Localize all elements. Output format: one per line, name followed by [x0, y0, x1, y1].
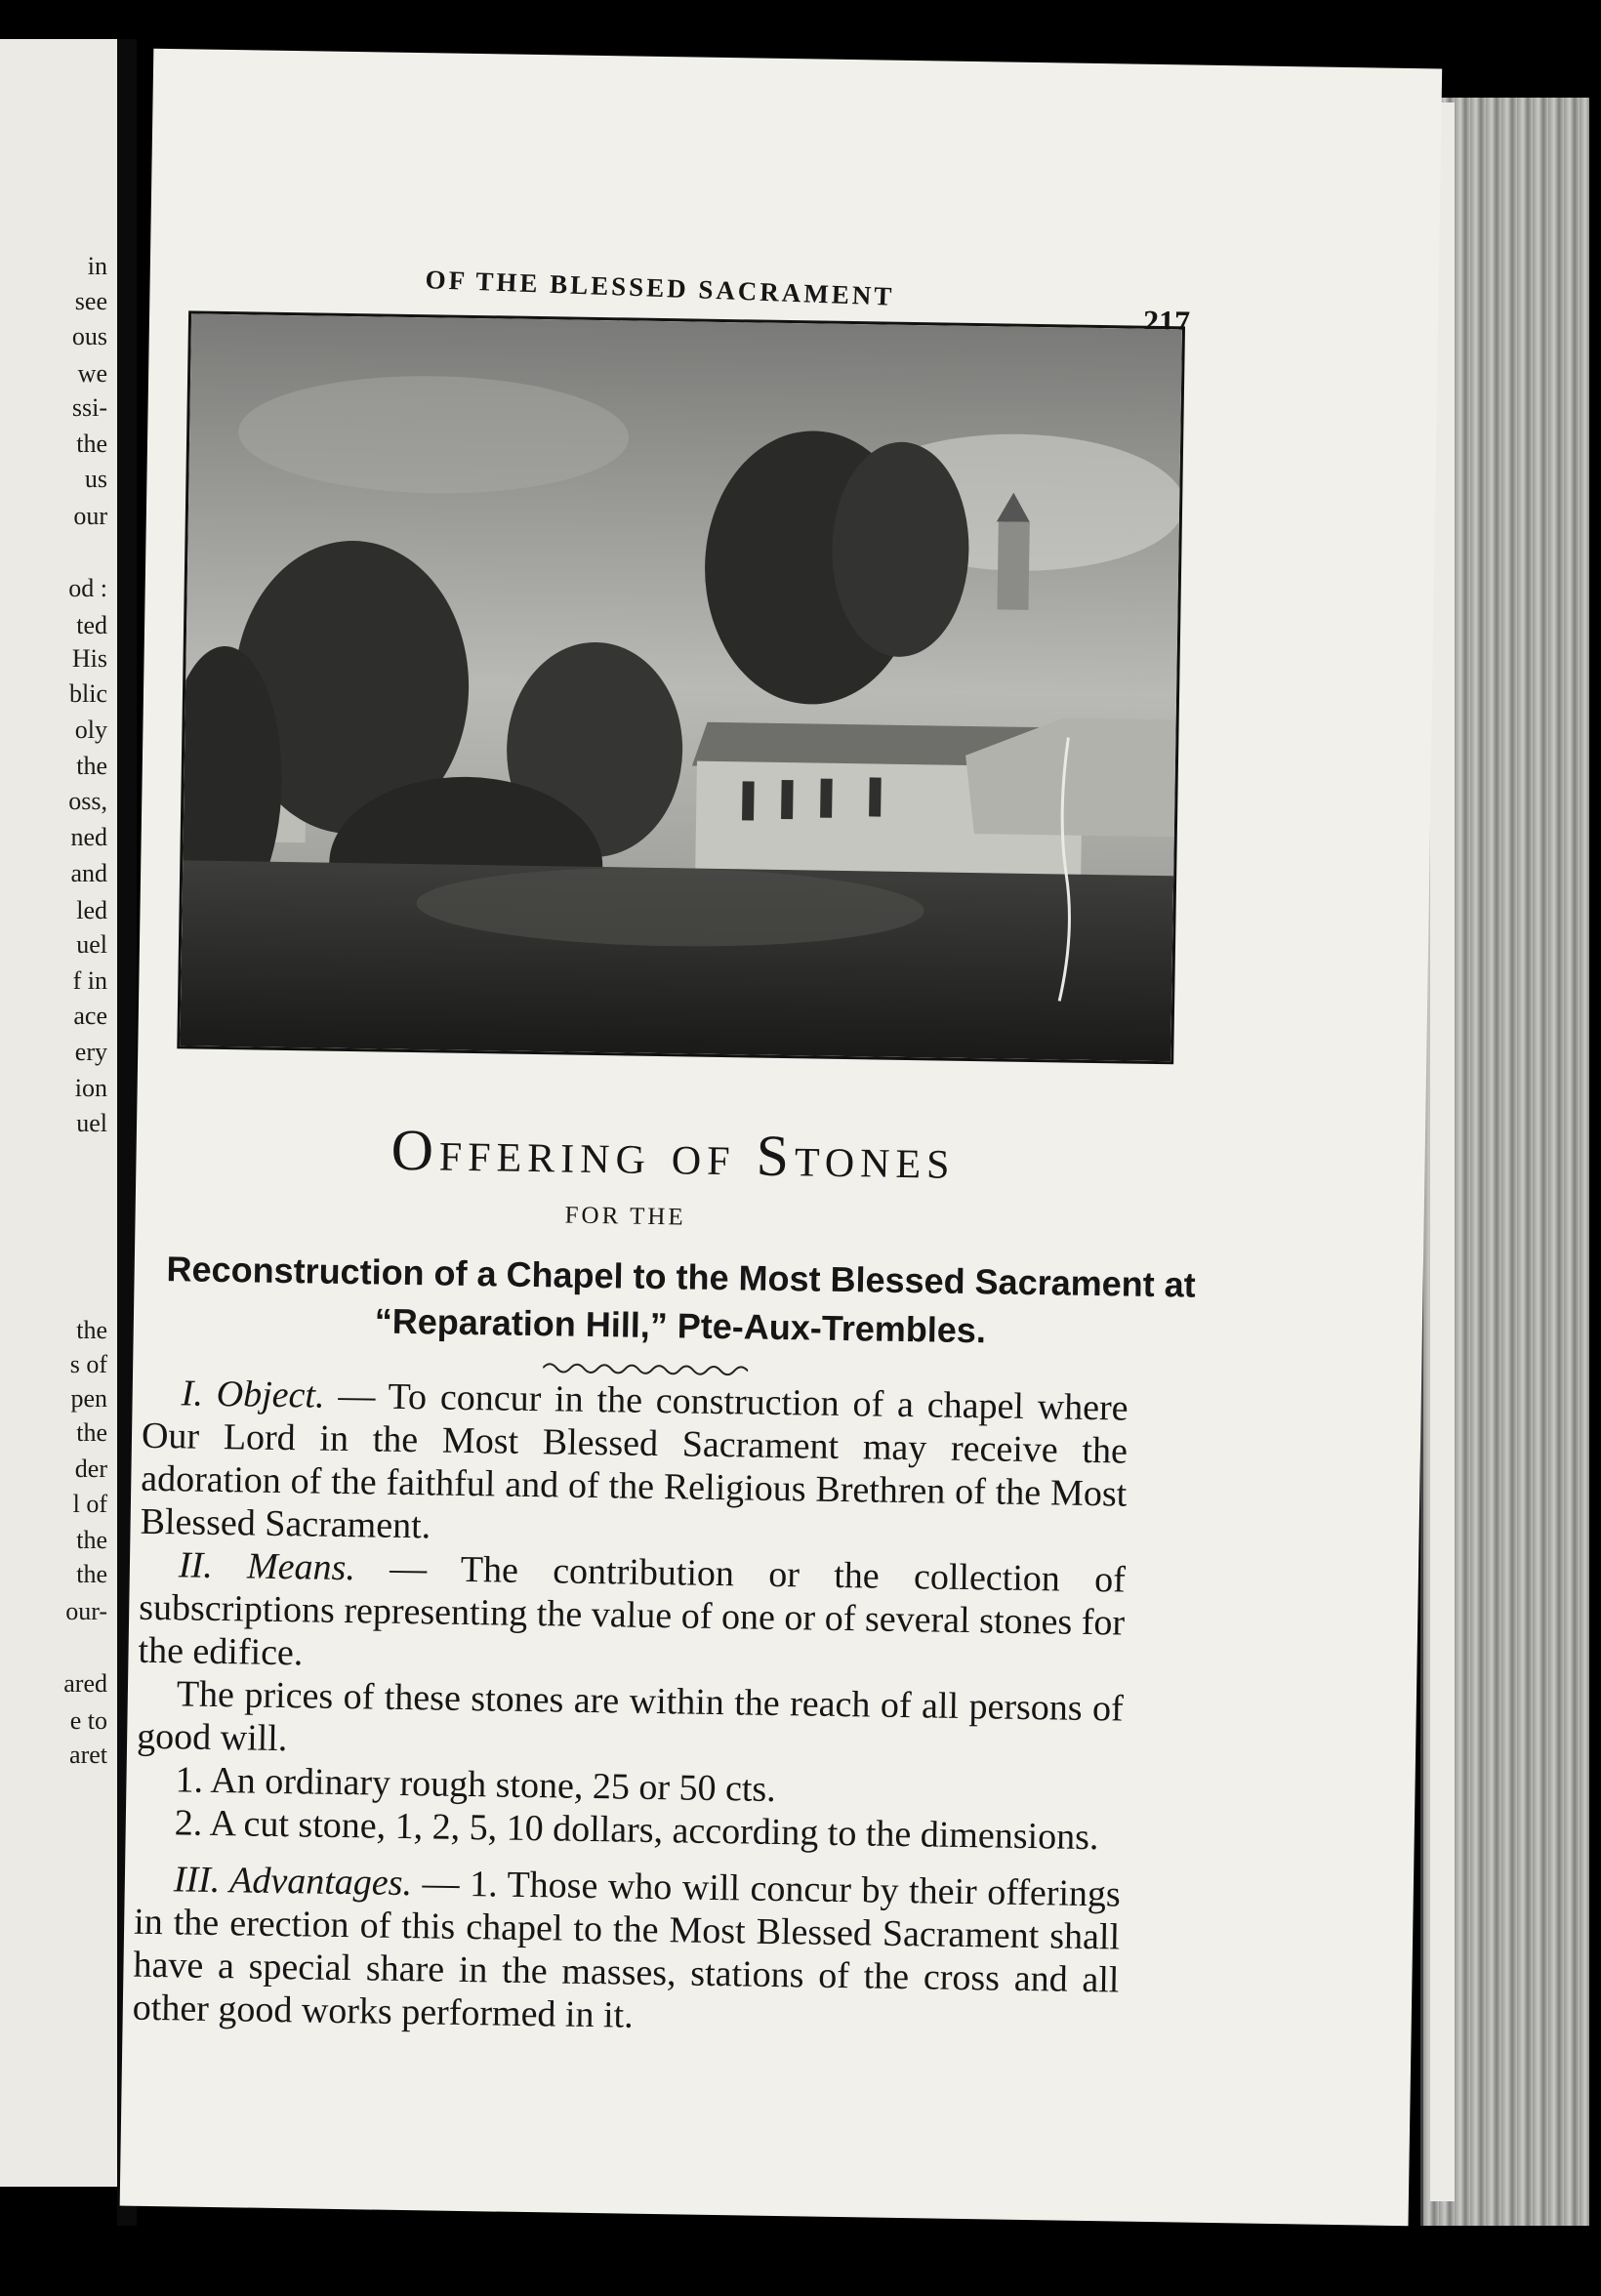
book-page — [120, 49, 1443, 2226]
section-means — [138, 1543, 1126, 1688]
left-page-fragment: e to — [69, 1706, 107, 1735]
left-page-fragment: ous — [71, 322, 107, 350]
page-number: 217 — [1142, 303, 1191, 340]
section-label: II. Means. — [178, 1544, 356, 1589]
left-page-fragment: the — [76, 1316, 107, 1344]
left-page-fragment: oly — [74, 716, 107, 744]
left-page-fragment: pen — [70, 1384, 107, 1413]
left-page-fragment: the — [76, 752, 107, 780]
price-item: 1. An ordinary rough stone, 25 or 50 cts. — [175, 1759, 777, 1810]
left-page-fragment: uel — [76, 930, 107, 959]
left-page-fragment: the — [76, 1526, 107, 1554]
left-facing-page — [0, 39, 119, 2187]
left-page-fragment: ted — [76, 611, 107, 639]
left-page-fragment: in — [87, 252, 107, 280]
for-the-line: FOR THE — [564, 1202, 686, 1231]
chapel-photo-image — [180, 313, 1182, 1061]
prices-intro: The prices of these stones are within the reach of all persons of good will. — [136, 1673, 1125, 1760]
left-page-fragment: and — [70, 859, 107, 887]
section-label: III. Advantages. — [173, 1859, 413, 1905]
running-head: OF THE BLESSED SACRAMENT — [425, 265, 895, 311]
left-page-fragment: ion — [74, 1074, 107, 1102]
left-page-fragment: the — [76, 430, 107, 458]
left-page-fragment: we — [77, 359, 107, 388]
left-page-fragment: His — [71, 644, 107, 673]
section-text: — 1. Those who will concur by their offerings in the erection of this chapel to the Most Blessed Sacrament shall have a special share in the masses, stations of the cross and all other good works performed in it. — [132, 1863, 1122, 2036]
left-page-fragment: us — [84, 465, 107, 493]
left-page-fragment: oss, — [68, 787, 107, 815]
left-page-fragment: led — [76, 896, 107, 924]
left-page-fragment: od : — [68, 574, 107, 602]
section-advantages — [132, 1858, 1121, 2045]
section-text: — To concur in the construction of a chapel where Our Lord in the Most Blessed Sacrament may receive the adoration of the faithful and of the Religious Brethren of the Most Blessed Sacrament. — [140, 1374, 1129, 1547]
left-page-fragment: our- — [65, 1597, 107, 1625]
section-text: — The contribution or the collection of subscriptions representing the value of one or of several stones for the edifice. — [138, 1547, 1127, 1674]
left-page-fragment: ery — [74, 1038, 107, 1066]
left-page-fragment: ared — [63, 1669, 107, 1698]
left-page-fragment: ssi- — [71, 393, 107, 422]
left-page-fragment: der — [74, 1455, 107, 1483]
offering-title: Offering of Stones — [390, 1117, 957, 1191]
left-page-fragment: s of — [69, 1350, 107, 1378]
left-page-fragment: aret — [69, 1741, 107, 1769]
left-page-fragment: uel — [76, 1109, 107, 1137]
subtitle: Reconstruction of a Chapel to the Most Blessed Sacrament at “Reparation Hill,” Pte-Aux-Trembles. — [166, 1249, 1197, 1351]
section-object — [140, 1372, 1129, 1559]
left-page-fragment: f in — [72, 966, 107, 995]
left-page-fragment: our — [73, 502, 107, 530]
price-item: 2. A cut stone, 1, 2, 5, 10 dollars, according to the dimensions. — [174, 1802, 1099, 1859]
left-page-fragment: see — [74, 287, 107, 315]
left-page-fragment: blic — [69, 679, 107, 708]
left-page-fragment: l of — [72, 1490, 107, 1518]
left-page-fragment: the — [76, 1418, 107, 1447]
left-page-fragment: the — [76, 1560, 107, 1588]
left-page-fragment: ned — [70, 823, 107, 851]
chapel-photograph — [177, 310, 1185, 1064]
section-label: I. Object. — [181, 1373, 325, 1416]
left-page-fragment: ace — [73, 1002, 107, 1030]
body-text — [132, 1372, 1128, 2045]
